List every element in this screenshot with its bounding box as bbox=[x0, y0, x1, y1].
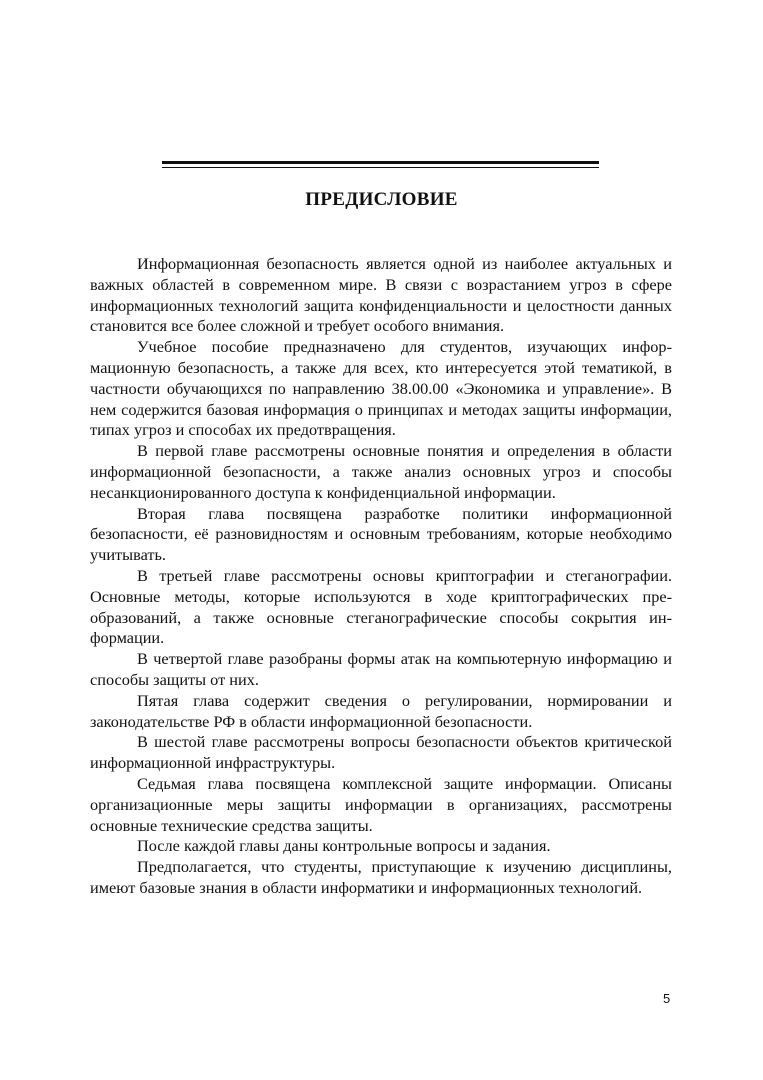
body-text bbox=[90, 254, 672, 899]
paragraph-chapter-5: Пятая глава содержит сведения о регулировании, нормировании и законодательстве РФ в области информационной безопасности. bbox=[90, 690, 672, 731]
paragraph-chapter-4: В четвертой главе разобраны формы атак на компьютерную информацию и способы защиты от них. bbox=[90, 649, 672, 689]
paragraph-chapter-7: Седьмая глава посвящена комплексной защите информации. Описаны организационные меры защиты информации в организациях, рассмотрены основные технические средства защиты. bbox=[90, 773, 672, 835]
paragraph-prerequisites: Предполагается, что студенты, приступающие к изучению дисциплины, имеют базовые знания в области информатики и информационных технологий. bbox=[90, 857, 672, 897]
chapter-title: ПРЕДИСЛОВИЕ bbox=[305, 189, 458, 210]
header-rule-thin bbox=[162, 167, 599, 168]
paragraph-audience: Учебное пособие предназначено для студентов, изучающих информационную безопасность, а также для всех, кто интересуется этой тематикой, в частности обучающихся по направлению 38.00.00 «Экономика и управление». В нем содержится базовая информация о принципах и методах защиты информации, типах угроз и способах их предотвращения. bbox=[90, 337, 672, 440]
header-rule-thick bbox=[162, 161, 599, 164]
paragraph-chapter-1: В первой главе рассмотрены основные понятия и определения в области информационной безопасности, а также анализ основных угроз и способы несанкционированного доступа к конфиденциальной информации. bbox=[90, 441, 672, 502]
page-number: 5 bbox=[663, 991, 671, 1006]
paragraph-chapter-6: В шестой главе рассмотрены вопросы безопасности объектов критической информационной инфраструктуры. bbox=[90, 732, 672, 773]
paragraph-chapter-3: В третьей главе рассмотрены основы криптографии и стеганографии. Основные методы, которые используются в ходе криптографических преобразований, а также основные стеганографические способы сокрытия информации. bbox=[90, 565, 672, 648]
paragraph-intro: Информационная безопасность является одной из наиболее актуальных и важных областей в современном мире. В связи с возрастанием угроз в сфере информационных технологий защита конфиденциальности и целостности данных становится все более сложной и требует особого внимания. bbox=[90, 254, 672, 336]
paragraph-questions: После каждой главы даны контрольные вопросы и задания. bbox=[137, 836, 551, 856]
paragraph-chapter-2: Вторая глава посвящена разработке политики информационной безопасности, её разновидностям и основным требованиям, которые необходимо учитывать. bbox=[90, 503, 672, 565]
